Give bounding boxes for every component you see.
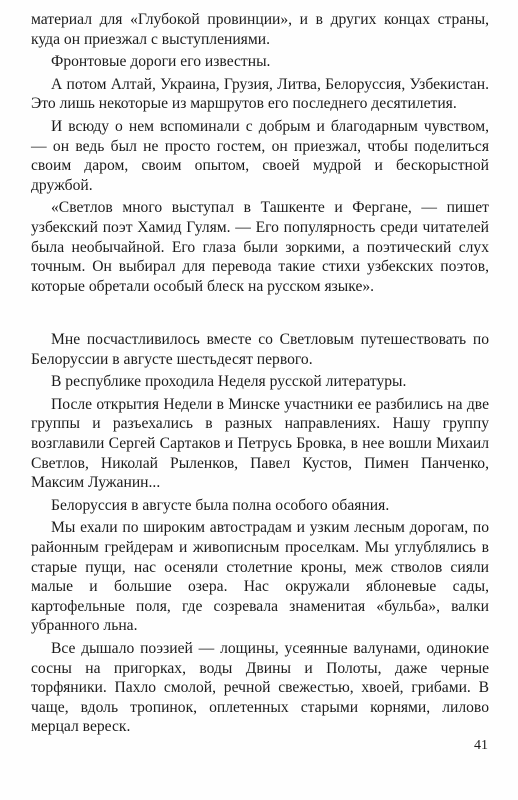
text-section-bottom xyxy=(31,330,489,740)
paragraph: материал для «Глубокой провинции», и в других концах страны, куда он приезжал с выступлениями. xyxy=(31,11,489,48)
paragraph: Фронтовые дороги его известны. xyxy=(51,53,271,71)
paragraph: Мы ехали по широким автострадам и узким лесным дорогам, по районным грейдерам и живописным проселкам. Мы углублялись в старые пущи, нас осеняли столетние кроны, меж стволов сияли малые и большие озера. Нас окружали яблоневые сады, картофельные поля, где созревала знаменитая «бульба», валки убранного льна. xyxy=(31,519,489,635)
paragraph: Белоруссия в августе была полна особого обаяния. xyxy=(51,496,390,514)
paragraph: «Светлов много выступал в Ташкенте и Фергане, — пишет узбекский поэт Хамид Гулям. — Его популярность среди читателей была необычайной. Его глаза были зоркими, а поэтический слух точным. Он выбирал для перевода такие стихи узбекских поэтов, которые обретали особый блеск на русском языке». xyxy=(31,199,489,295)
paragraph: И всюду о нем вспоминали с добрым и благодарным чувством, — он ведь был не просто гостем, он приезжал, чтобы поделиться своим даром, своим опытом, своей мудрой и бескорыстной дружбой. xyxy=(31,117,489,194)
text-section-top xyxy=(31,10,489,299)
paragraph: В республике проходила Неделя русской литературы. xyxy=(51,373,407,391)
page-number: 41 xyxy=(474,738,488,753)
paragraph: Все дышало поэзией — лощины, усеянные валунами, одинокие сосны на пригорках, воды Двины и Полоты, даже черные торфяники. Пахло смолой, речной свежестью, хвоей, грибами. В чаще, вдоль тропинок, оплетенных старыми корнями, лилово мерцал вереск. xyxy=(31,639,489,736)
paragraph: А потом Алтай, Украина, Грузия, Литва, Белоруссия, Узбекистан. Это лишь некоторые из маршрутов его последнего десятилетия. xyxy=(31,75,489,113)
paragraph: Мне посчастливилось вместе со Светловым путешествовать по Белоруссии в августе шестьдесят первого. xyxy=(31,331,489,368)
paragraph: После открытия Недели в Минске участники ее разбились на две группы и разъехались в разных направлениях. Нашу группу возглавили Сергей Сартаков и Петрусь Бровка, в нее вошли Михаил Светлов, Николай Рыленков, Павел Кустов, Пимен Панченко, Максим Лужанин... xyxy=(31,395,489,492)
